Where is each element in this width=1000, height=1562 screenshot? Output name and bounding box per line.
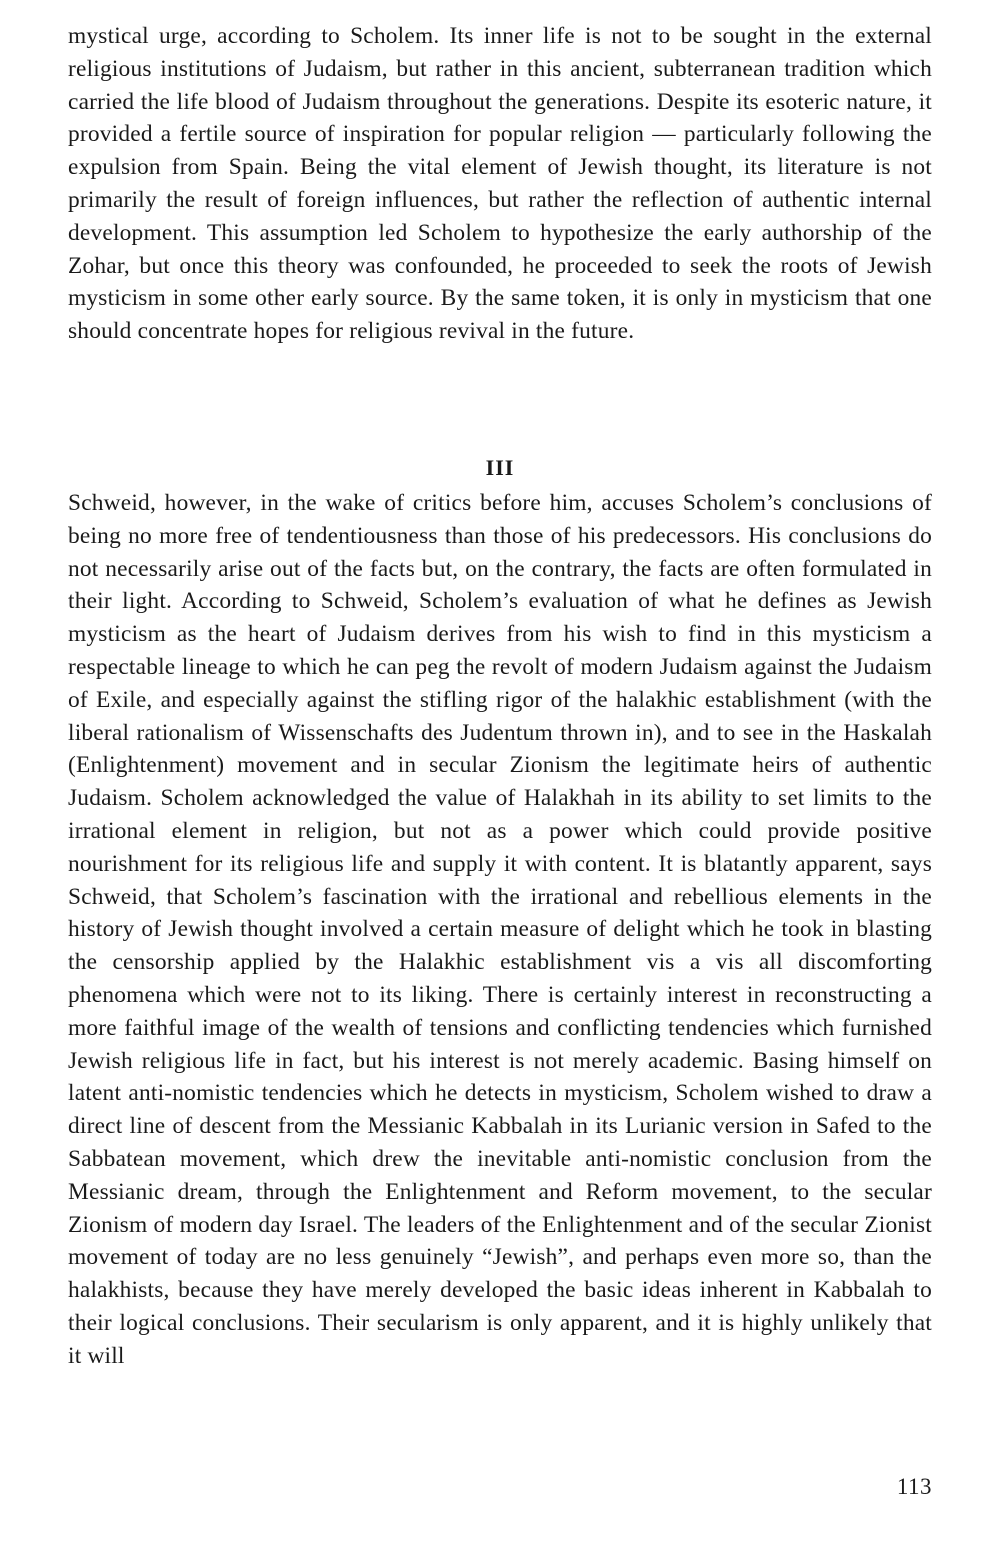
paragraph-continuation: mystical urge, according to Scholem. Its inner life is not to be sought in the external religious institutions of Judaism, but rather in this ancient, subterranean tradition which carried the life blood of Judaism throughout the generations. Despite its esoteric nature, it provided a fertile source of inspiration for popular religion — particularly following the expulsion from Spain. Being the vital element of Jewish thought, its literature is not primarily the result of foreign influences, but rather the reflection of authentic internal development. This assumption led Scholem to hypothesize the early authorship of the Zohar, but once this theory was confounded, he proceeded to seek the roots of Jewish mysticism in some other early source. By the same token, it is only in mysticism that one should concentrate hopes for religious revival in the future. — [68, 23, 932, 345]
page-number: 113 — [896, 1474, 932, 1499]
section-heading: III — [485, 455, 515, 480]
paragraph-section-three: Schweid, however, in the wake of critics before him, accuses Scholem’s conclusions of being no more free of tendentiousness than those of his predecessors. His conclusions do not necessarily arise out of the facts but, on the contrary, the facts are often formulated in their light. According to Schweid, Scholem’s evaluation of what he defines as Jewish mysticism as the heart of Judaism derives from his wish to find in this mysticism a respectable lineage to which he can peg the revolt of modern Judaism against the Judaism of Exile, and especially against the stifling rigor of the halakhic establishment (with the liberal rationalism of Wissenschafts des Judentum thrown in), and to see in the Haskalah (Enlightenment) movement and in secular Zionism the legitimate heirs of authentic Judaism. Scholem acknowledged the value of Halakhah in its ability to set limits to the irrational element in religion, but not as a power which could provide positive nourishment for its religious life and supply it with content. It is blatantly apparent, says Schweid, that Scholem’s fascination with the irrational and rebellious elements in the history of Jewish thought involved a certain measure of delight which he took in blasting the censorship applied by the Halakhic establishment vis a vis all discomforting phenomena which were not to its liking. There is certainly interest in reconstructing a more faithful image of the wealth of tensions and conflicting tendencies which furnished Jewish religious life in fact, but his interest is not merely academic. Basing himself on latent anti-nomistic tendencies which he detects in mysticism, Scholem wished to draw a direct line of descent from the Messianic Kabbalah in its Lurianic version in Safed to the Sabbatean movement, which drew the inevitable anti-nomistic conclusion from the Messianic dream, through the Enlightenment and Reform movement, to the secular Zionism of modern day Israel. The leaders of the Enlightenment and of the secular Zionist movement of today are no less genuinely “Jewish”, and perhaps even more so, than the halakhists, because they have merely developed the basic ideas inherent in Kabbalah to their logical conclusions. Their secularism is only apparent, and it is highly unlikely that it will — [68, 490, 932, 1369]
document-page — [68, 20, 932, 1369]
